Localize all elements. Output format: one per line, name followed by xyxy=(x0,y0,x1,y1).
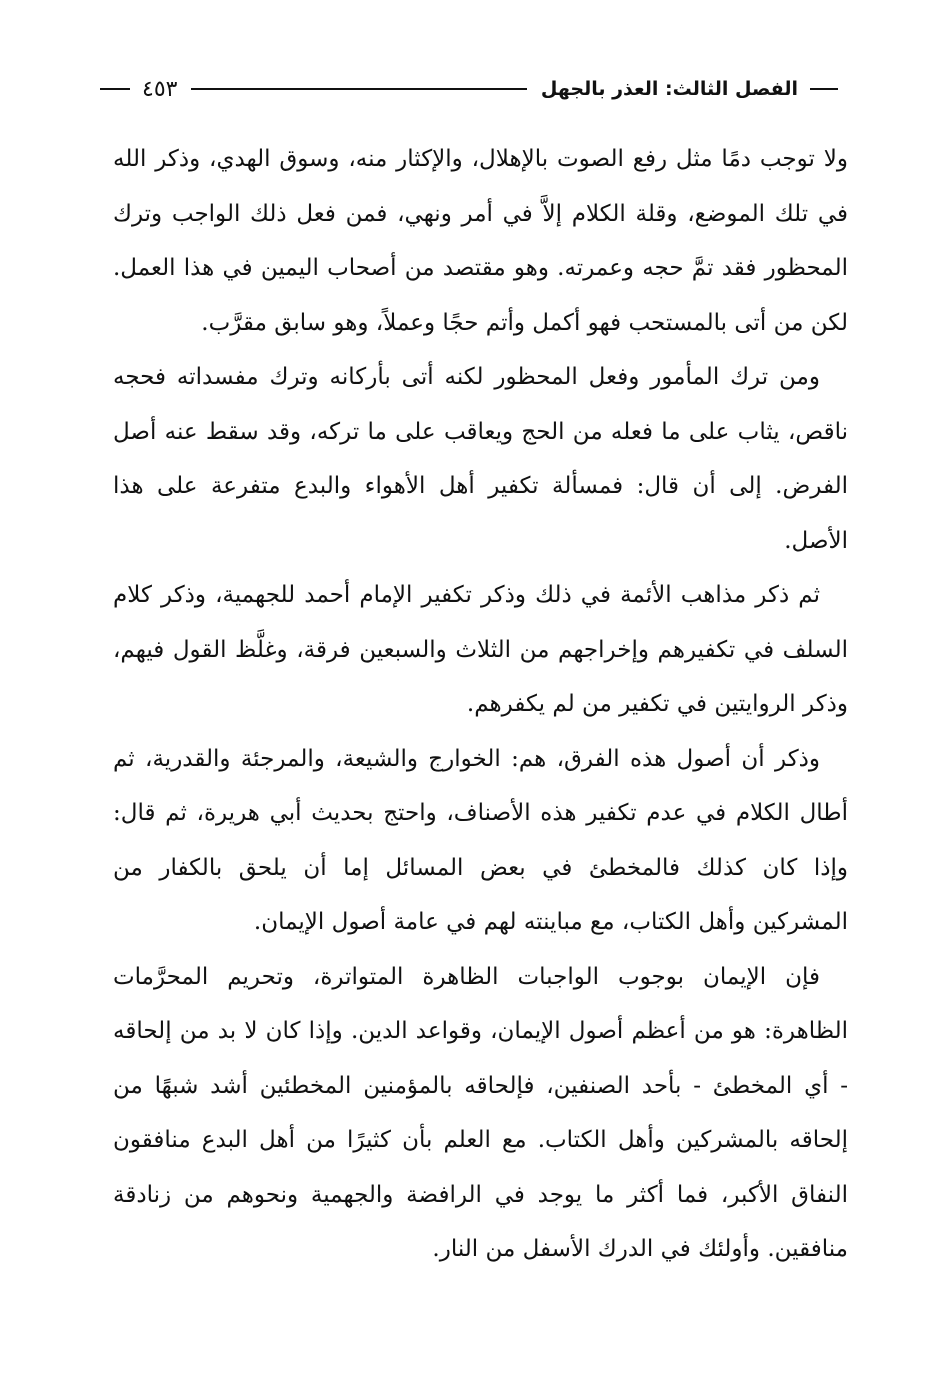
running-header xyxy=(100,72,838,106)
paragraph-5: فإن الإيمان بوجوب الواجبات الظاهرة المتواترة، وتحريم المحرَّمات الظاهرة: هو من أعظم أصول الإيمان، وقواعد الدين. وإذا كان لا بد من إلحاقه - أي المخطئ - بأحد الصنفين، فإلحاقه بالمؤمنين المخطئين أشد شبهًا من إلحاقه بالمشركين وأهل الكتاب. مع العلم بأن كثيرًا من أهل البدع منافقون النفاق الأكبر، فما أكثر ما يوجد في الرافضة والجهمية ونحوهم من زنادقة منافقين. وأولئك في الدرك الأسفل من النار. xyxy=(113,963,848,1262)
paragraph-4: وذكر أن أصول هذه الفرق، هم: الخوارج والشيعة، والمرجئة والقدرية، ثم أطال الكلام في عدم تكفير هذه الأصناف، واحتج بحديث أبي هريرة، ثم قال: وإذا كان كذلك فالمخطئ في بعض المسائل إما أن يلحق بالكفار من المشركين وأهل الكتاب، مع مباينته لهم في عامة أصول الإيمان. xyxy=(113,745,848,935)
body-text xyxy=(113,132,848,1277)
paragraph-1: ولا توجب دمًا مثل رفع الصوت بالإهلال، والإكثار منه، وسوق الهدي، وذكر الله في تلك الموضع، وقلة الكلام إلاَّ في أمر ونهي، فمن فعل ذلك الواجب وترك المحظور فقد تمَّ حجه وعمرته. وهو مقتصد من أصحاب اليمين في هذا العمل. لكن من أتى بالمستحب فهو أكمل وأتم حجًا وعملاً، وهو سابق مقرَّب. xyxy=(113,146,848,336)
header-dash-end xyxy=(100,88,130,90)
paragraph-3: ثم ذكر مذاهب الأئمة في ذلك وذكر تكفير الإمام أحمد للجهمية، وذكر كلام السلف في تكفيرهم وإخراجهم من الثلاث والسبعين فرقة، وغلَّظ القول فيهم، وذكر الروايتين في تكفير من لم يكفرهم. xyxy=(113,582,848,717)
header-dash-start xyxy=(810,88,838,90)
page-number: ٤٥٣ xyxy=(142,76,178,102)
paragraph-2: ومن ترك المأمور وفعل المحظور لكنه أتى بأركانه وترك مفسداته فحجه ناقص، يثاب على ما فعله من الحج ويعاقب على ما تركه، وقد سقط عنه أصل الفرض. إلى أن قال: فمسألة تكفير أهل الأهواء والبدع متفرعة على هذا الأصل. xyxy=(113,364,848,554)
header-rule xyxy=(191,88,526,90)
chapter-title: الفصل الثالث: العذر بالجهل xyxy=(540,78,798,100)
